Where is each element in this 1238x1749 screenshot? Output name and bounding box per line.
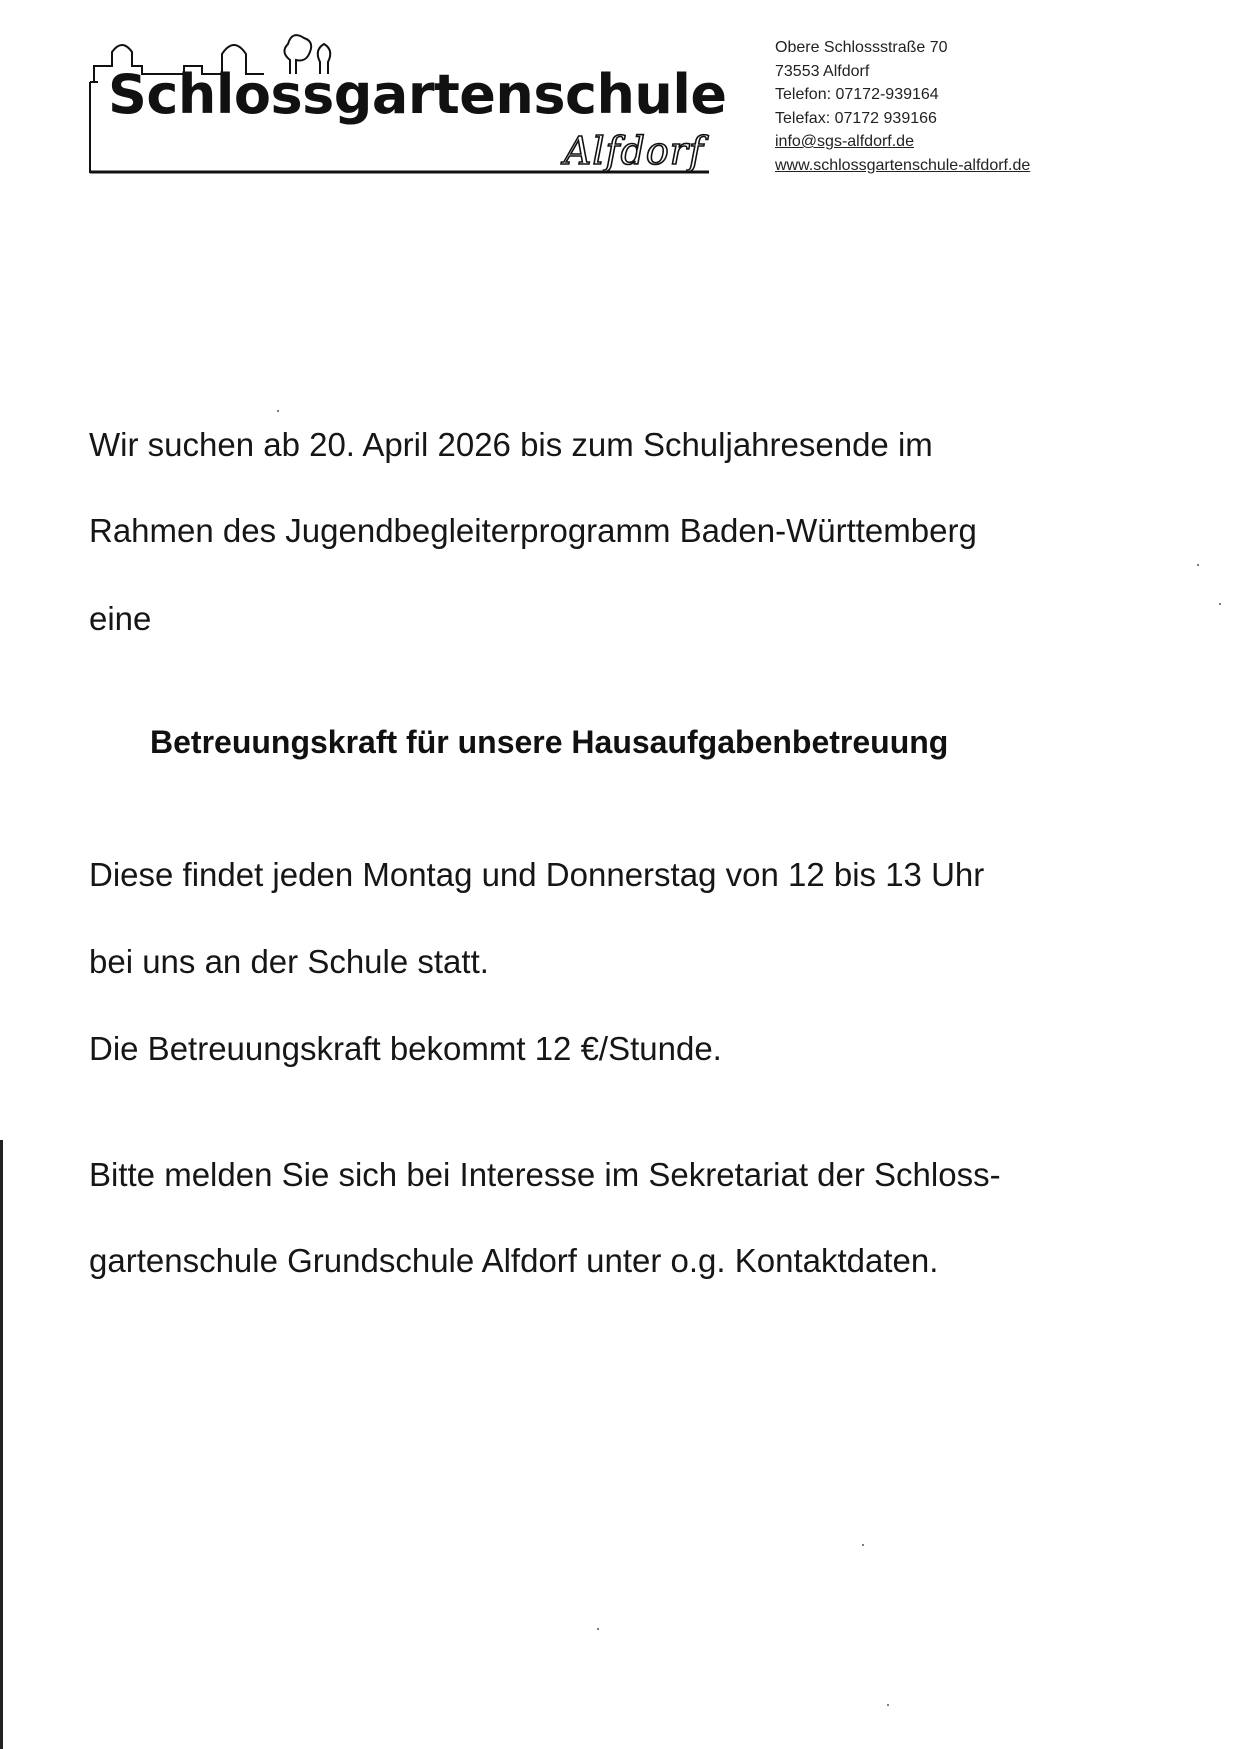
intro-line-2: Rahmen des Jugendbegleiterprogramm Baden-Württemberg xyxy=(89,512,977,549)
schedule-line-2: bei uns an der Schule statt. xyxy=(89,943,489,980)
scan-edge-line xyxy=(0,1140,3,1749)
address-website-link[interactable]: www.schlossgartenschule-alfdorf.de xyxy=(775,156,1031,174)
payment-line: Die Betreuungskraft bekommt 12 €/Stunde. xyxy=(89,1030,722,1067)
job-title-heading: Betreuungskraft für unsere Hausaufgabenbetreuung xyxy=(150,724,949,760)
contact-line-2: gartenschule Grundschule Alfdorf unter o.g. Kontaktdaten. xyxy=(89,1242,939,1279)
logo-subtitle: Alfdorf xyxy=(563,129,704,173)
address-email-link[interactable]: info@sgs-alfdorf.de xyxy=(775,133,914,150)
scan-speck xyxy=(1197,564,1199,566)
address-street: Obere Schlossstraße 70 xyxy=(775,39,948,56)
scan-speck xyxy=(277,410,279,412)
address-fax: Telefax: 07172 939166 xyxy=(775,109,937,127)
intro-line-3: eine xyxy=(89,600,152,637)
scan-speck xyxy=(1219,603,1221,605)
contact-line-1: Bitte melden Sie sich bei Interesse im Sekretariat der Schloss- xyxy=(89,1156,1001,1193)
contact-address-block xyxy=(775,36,1030,177)
logo-title: Schlossgartenschule xyxy=(108,63,727,126)
scan-speck xyxy=(862,1544,864,1546)
address-city: 73553 Alfdorf xyxy=(775,62,870,80)
address-phone: Telefon: 07172-939164 xyxy=(775,86,939,103)
schedule-line-1: Diese findet jeden Montag und Donnerstag von 12 bis 13 Uhr xyxy=(89,856,985,893)
scan-speck xyxy=(887,1704,889,1706)
school-logo xyxy=(84,22,727,182)
intro-line-1: Wir suchen ab 20. April 2026 bis zum Schuljahresende im xyxy=(89,426,933,463)
scan-speck xyxy=(597,1628,599,1630)
